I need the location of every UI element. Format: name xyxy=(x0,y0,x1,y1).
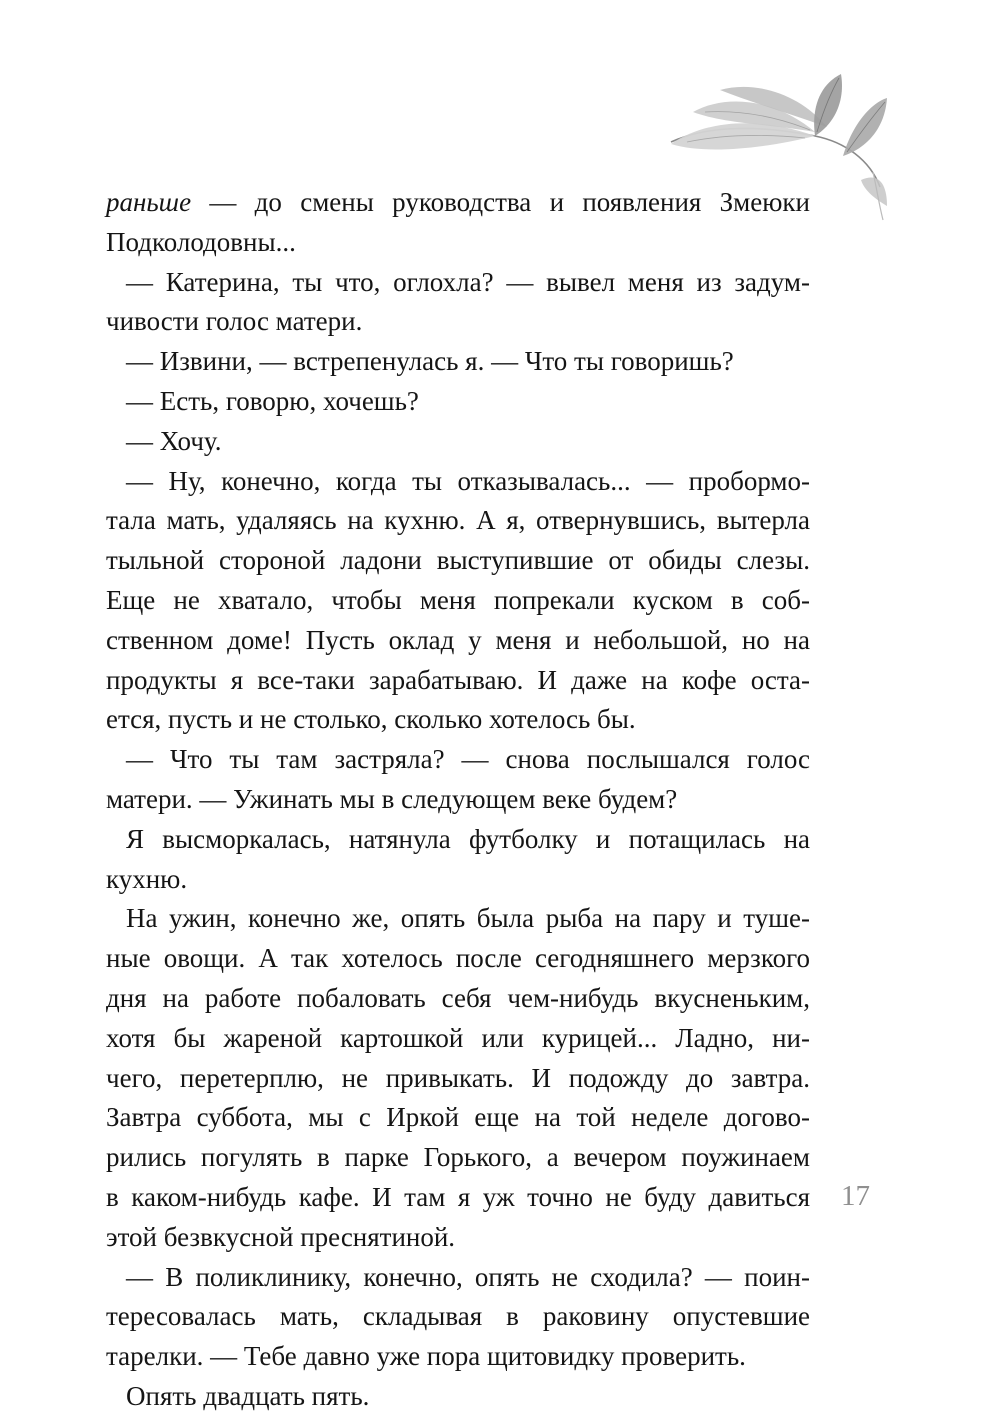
line-text: — до смены руководства и появления Змеюки xyxy=(191,187,810,217)
line-text: Опять двадцать пять. xyxy=(126,1380,370,1411)
text-line xyxy=(106,183,810,223)
text-line xyxy=(106,700,810,740)
text-line xyxy=(106,1138,810,1178)
line-text: этой безвкусной преснятиной. xyxy=(106,1221,456,1252)
line-text: — Что ты там застряла? — снова послышался голос xyxy=(126,744,810,775)
body-text xyxy=(106,183,810,1417)
text-line xyxy=(106,1098,810,1138)
line-text: Я высморкалась, натянула футболку и потащилась на xyxy=(126,823,810,854)
page-number: 17 xyxy=(841,1180,870,1212)
line-text: — Есть, говорю, хочешь? xyxy=(126,385,419,416)
line-text: кухню. xyxy=(106,863,188,894)
text-line xyxy=(106,223,810,263)
line-text: тала мать, удаляясь на кухню. А я, отвернувшись, вытерла xyxy=(106,505,810,536)
emphasized-word: раньше xyxy=(106,187,192,217)
text-line xyxy=(106,342,810,382)
text-line xyxy=(106,541,810,581)
line-text: ется, пусть и не столько, сколько хотелось бы. xyxy=(106,704,636,735)
line-text: рились погулять в парке Горького, а вечером поужинаем xyxy=(106,1142,810,1173)
line-text: Завтра суббота, мы с Иркой еще на той неделе догово- xyxy=(106,1102,810,1133)
text-line xyxy=(106,740,810,780)
line-text: тересовалась мать, складывая в раковину опустевшие xyxy=(106,1301,810,1332)
line-text: матери. — Ужинать мы в следующем веке будем? xyxy=(106,783,678,814)
text-line xyxy=(106,422,810,462)
text-line xyxy=(106,1218,810,1258)
text-line xyxy=(106,661,810,701)
text-line xyxy=(106,501,810,541)
line-text: На ужин, конечно же, опять была рыба на пару и туше- xyxy=(126,903,810,934)
line-text: хотя бы жареной картошкой или курицей... Ладно, ни- xyxy=(106,1022,810,1053)
text-line xyxy=(106,979,810,1019)
text-line xyxy=(106,382,810,422)
line-text: тарелки. — Тебе давно уже пора щитовидку проверить. xyxy=(106,1341,746,1372)
text-line xyxy=(106,1178,810,1218)
line-text: — Хочу. xyxy=(126,425,222,456)
line-text: в каком-нибудь кафе. И там я уж точно не буду давиться xyxy=(106,1181,810,1212)
text-line xyxy=(106,1377,810,1417)
text-line xyxy=(106,1337,810,1377)
line-text: — Извини, — встрепенулась я. — Что ты говоришь? xyxy=(126,346,734,377)
line-text: продукты я все-таки зарабатываю. И даже на кофе оста- xyxy=(106,664,810,695)
text-line xyxy=(106,780,810,820)
line-text: — Катерина, ты что, оглохла? — вывел меня из задум- xyxy=(126,266,810,297)
text-line xyxy=(106,1258,810,1298)
line-text: Подколодовны... xyxy=(106,226,296,257)
text-line xyxy=(106,263,810,303)
text-line xyxy=(106,1019,810,1059)
text-line xyxy=(106,621,810,661)
text-line xyxy=(106,1297,810,1337)
line-text: чивости голос матери. xyxy=(106,306,363,337)
line-text: Еще не хватало, чтобы меня попрекали куском в соб- xyxy=(106,584,810,615)
line-text: чего, перетерплю, не привыкать. И подожду до завтра. xyxy=(106,1062,810,1093)
text-line xyxy=(106,899,810,939)
text-line xyxy=(106,302,810,342)
line-text: — Ну, конечно, когда ты отказывалась... — пробормо- xyxy=(126,465,810,496)
text-line xyxy=(106,939,810,979)
text-line xyxy=(106,1059,810,1099)
line-text: — В поликлинику, конечно, опять не сходила? — поин- xyxy=(126,1261,810,1292)
text-line xyxy=(106,581,810,621)
line-text: ные овощи. А так хотелось после сегодняшнего мерзкого xyxy=(106,943,810,974)
line-text: тыльной стороной ладони выступившие от обиды слезы. xyxy=(106,545,810,576)
text-line xyxy=(106,820,810,860)
line-text: ственном доме! Пусть оклад у меня и небольшой, но на xyxy=(106,624,810,655)
text-line xyxy=(106,860,810,900)
line-text: дня на работе побаловать себя чем-нибудь вкусненьким, xyxy=(106,982,810,1013)
text-line xyxy=(106,462,810,502)
